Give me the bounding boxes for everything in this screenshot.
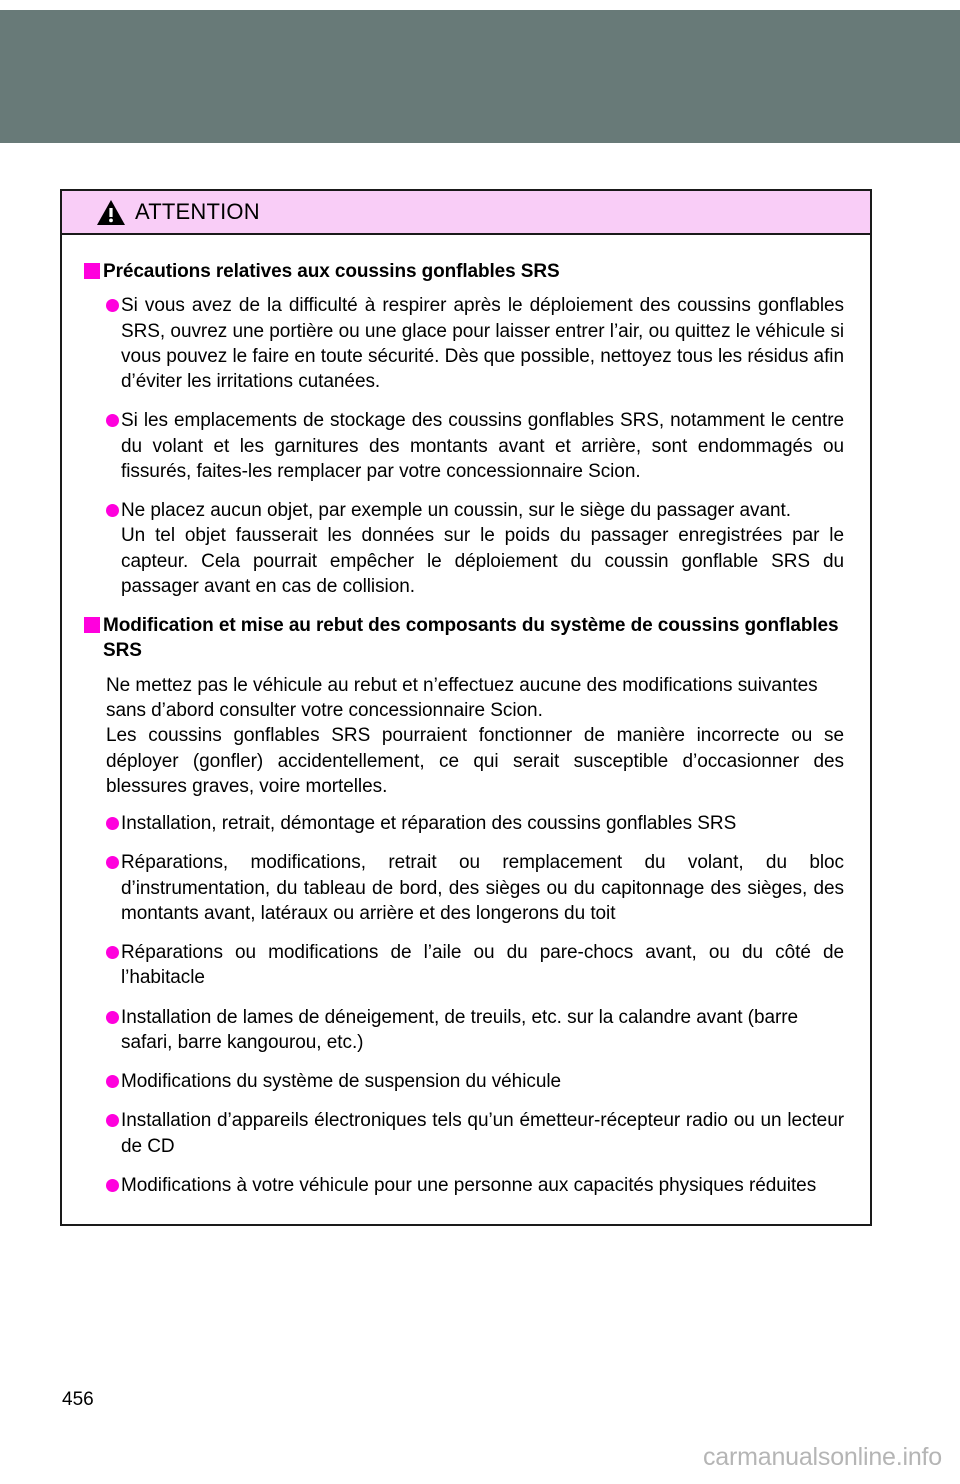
list-item-text: Installation, retrait, démontage et réparation des coussins gonflables SRS — [121, 813, 737, 835]
list-item-text: Si vous avez de la difficulté à respirer après le déploiement des coussins gonflables SRS, ouvrez une portière ou une glace pour laisser entrer l’air, ou quittez le véhicule si vous pouvez le faire en toute sécurité. Dès que possible, nettoyez tous les résidus afin d’éviter les irritations cutanées. — [121, 295, 844, 393]
list-item-text: Installation d’appareils électroniques tels qu’un émetteur-récepteur radio ou un lecteur de CD — [121, 1110, 844, 1157]
list-item — [106, 1173, 844, 1198]
dot-marker-icon — [106, 856, 119, 869]
list-item-text: Si les emplacements de stockage des coussins gonflables SRS, notamment le centre du volant et les garnitures des montants avant et arrière, sont endommagés ou fissurés, faites-les remplacer par votre concessionnaire Scion. — [121, 410, 844, 482]
list-item — [106, 1005, 844, 1056]
list-item — [106, 498, 844, 599]
list-item — [106, 1108, 844, 1159]
square-marker-icon — [84, 617, 100, 633]
dot-marker-icon — [106, 414, 119, 427]
attention-title: ATTENTION — [135, 199, 260, 224]
dot-marker-icon — [106, 1011, 119, 1024]
list-item-text — [121, 498, 844, 599]
section-heading-text: Précautions relatives aux coussins gonflables SRS — [103, 261, 560, 282]
list-item — [106, 408, 844, 484]
dot-marker-icon — [106, 1075, 119, 1088]
attention-header — [62, 191, 870, 235]
dot-marker-icon — [106, 946, 119, 959]
list-item-text: Réparations, modifications, retrait ou remplacement du volant, du bloc d’instrumentation, du tableau de bord, des sièges ou du capitonnage des sièges, des montants avant, latéraux ou arrière et des longerons du toit — [121, 852, 844, 924]
list-item-text: Modifications à votre véhicule pour une personne aux capacités physiques réduites — [121, 1174, 817, 1196]
section-heading-text: Modification et mise au rebut des composants du système de coussins gonflables SRS — [103, 615, 839, 662]
list-item — [106, 293, 844, 394]
list-item-line-1: Ne placez aucun objet, par exemple un coussin, sur le siège du passager avant. — [121, 500, 791, 522]
attention-body — [62, 235, 870, 1224]
dot-marker-icon — [106, 504, 119, 517]
paragraph-1: Ne mettez pas le véhicule au rebut et n’effectuez aucune des modifications suivantes sans d’abord consulter votre concessionnaire Scion. — [106, 674, 818, 721]
section-heading-precautions — [84, 259, 844, 284]
dot-marker-icon — [106, 1114, 119, 1127]
header-decorative-band — [0, 10, 960, 143]
dot-marker-icon — [106, 1179, 119, 1192]
list-item-line-2: Un tel objet fausserait les données sur le poids du passager enregistrées par le capteur. Cela pourrait empêcher le déploiement du coussin gonflable SRS du passager avant en cas de collision. — [121, 525, 844, 597]
list-item-text: Réparations ou modifications de l’aile ou du pare-chocs avant, ou du côté de l’habitacle — [121, 942, 844, 989]
attention-callout-box — [60, 189, 872, 1226]
list-item — [106, 811, 844, 836]
site-watermark: carmanualsonline.info — [702, 1443, 942, 1471]
list-item-text: Modifications du système de suspension du véhicule — [121, 1071, 562, 1093]
list-item — [106, 850, 844, 926]
dot-marker-icon — [106, 817, 119, 830]
warning-triangle-icon — [96, 199, 126, 226]
list-item — [106, 1069, 844, 1094]
list-item — [106, 940, 844, 991]
section-heading-modification — [84, 613, 844, 664]
list-item-text: Installation de lames de déneigement, de treuils, etc. sur la calandre avant (barre safari, barre kangourou, etc.) — [121, 1006, 799, 1053]
square-marker-icon — [84, 263, 100, 279]
section-paragraphs — [106, 673, 844, 799]
dot-marker-icon — [106, 299, 119, 312]
page-number: 456 — [62, 1389, 94, 1410]
paragraph-2: Les coussins gonflables SRS pourraient fonctionner de manière incorrecte ou se déployer (gonfler) accidentellement, ce qui serait susceptible d’occasionner des blessures graves, voire mortelles. — [106, 725, 844, 797]
